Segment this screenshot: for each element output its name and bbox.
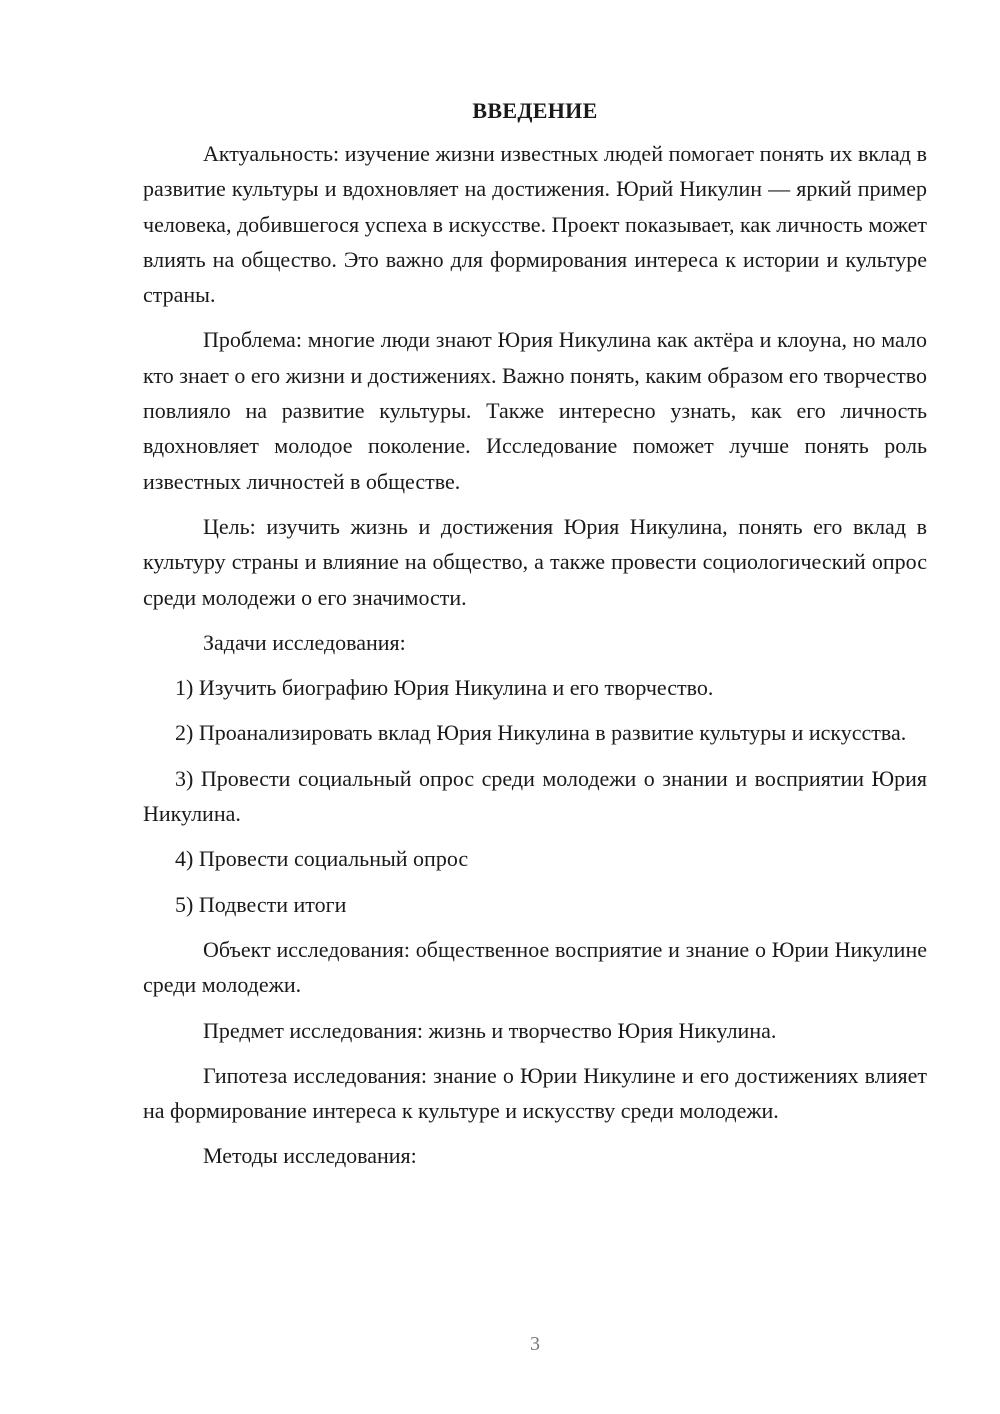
tasks-heading: Задачи исследования: (203, 629, 406, 655)
subject-paragraph: Предмет исследования: жизнь и творчество Юрия Никулина. (203, 1017, 777, 1043)
task-item-3: 3) Провести социальный опрос среди молодежи о знании и восприятии Юрия Никулина. (143, 765, 927, 827)
relevance-paragraph: Актуальность: изучение жизни известных людей помогает понять их вклад в развитие культуры и вдохновляет на достижения. Юрий Никулин — яркий пример человека, добившегося успеха в искусстве. Проект показывает, как личность может влиять на общество. Это важно для формирования интереса к истории и культуре страны. (143, 141, 927, 308)
task-item-5: 5) Подвести итоги (175, 891, 347, 917)
object-paragraph: Объект исследования: общественное восприятие и знание о Юрии Никулине среди молодежи. (143, 936, 927, 998)
document-page (143, 96, 927, 1184)
section-title: ВВЕДЕНИЕ (472, 98, 598, 123)
methods-heading: Методы исследования: (203, 1143, 417, 1169)
page-number: 3 (530, 1333, 540, 1355)
hypothesis-paragraph: Гипотеза исследования: знание о Юрии Никулине и его достижениях влияет на формирование интереса к культуре и искусству среди молодежи. (143, 1062, 927, 1124)
task-item-4: 4) Провести социальный опрос (175, 846, 469, 872)
problem-paragraph: Проблема: многие люди знают Юрия Никулина как актёра и клоуна, но мало кто знает о его жизни и достижениях. Важно понять, каким образом его творчество повлияло на развитие культуры. Также интересно узнать, как его личность вдохновляет молодое поколение. Исследование поможет лучше понять роль известных личностей в обществе. (143, 327, 927, 494)
task-item-2: 2) Проанализировать вклад Юрия Никулина в развитие культуры и искусства. (175, 720, 907, 746)
goal-paragraph: Цель: изучить жизнь и достижения Юрия Никулина, понять его вклад в культуру страны и влияние на общество, а также провести социологический опрос среди молодежи о его значимости. (143, 513, 927, 610)
task-item-1: 1) Изучить биографию Юрия Никулина и его творчество. (175, 675, 714, 701)
